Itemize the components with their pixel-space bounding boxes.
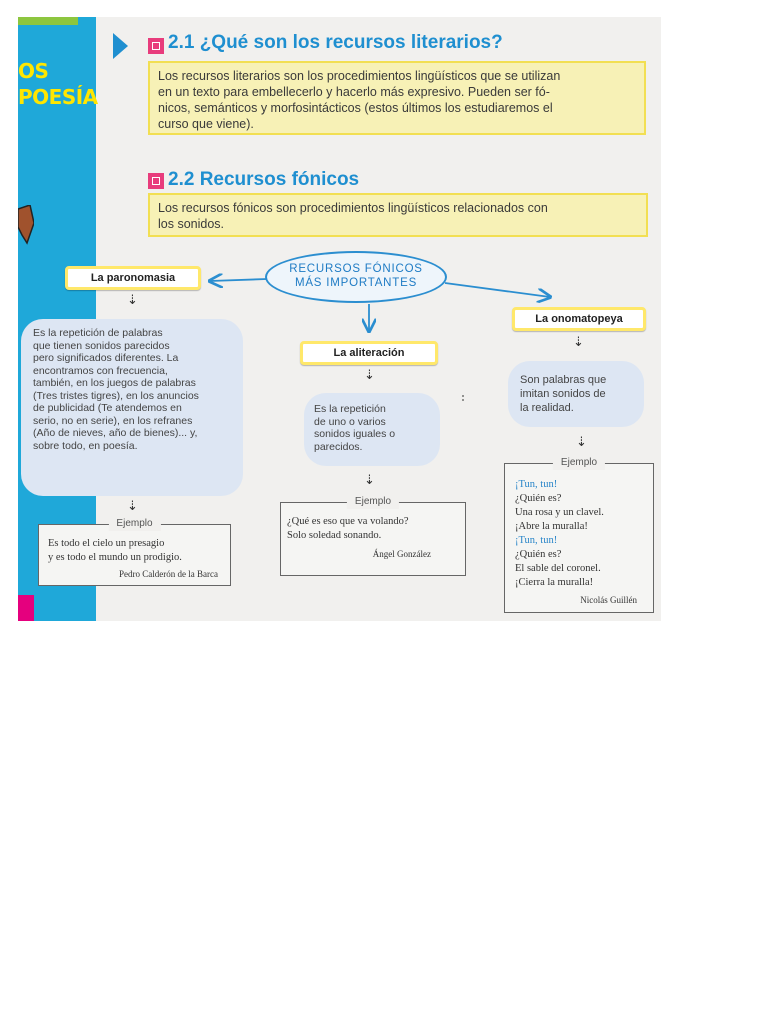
paronomasia-description (21, 319, 243, 496)
paronomasia-label: La paronomasia (65, 266, 201, 290)
central-line-2: MÁS IMPORTANTES (294, 277, 418, 289)
sidebar-title-line1: OS (18, 59, 49, 83)
description-line: pero significados diferentes. La (33, 352, 179, 364)
example-line: El sable del coronel. (515, 563, 601, 574)
section-1-heading: 2.1 ¿Qué son los recursos literarios? (168, 32, 503, 53)
description-line: la realidad. (520, 402, 574, 414)
description-line: de publicidad (Te atendemos en (33, 402, 182, 414)
description-line: sobre todo, en poesía. (33, 439, 138, 452)
example-line: ¿Quién es? (515, 549, 562, 560)
aliteracion-description (304, 393, 440, 466)
description-line: (Tres tristes tigres), en los anuncios (33, 389, 199, 402)
down-arrow-icon: ⇣ (573, 334, 584, 349)
description-line: que tienen sonidos parecidos (33, 339, 170, 352)
description-line: Son palabras que (520, 374, 607, 386)
definition-line: en un texto para embellecerlo y hacerlo más expresivo. Pueden ser fó- (158, 85, 550, 99)
definition-line: los sonidos. (158, 217, 225, 231)
description-line: Es la repetición de palabras (33, 327, 163, 339)
down-arrow-icon: ⇣ (576, 434, 587, 449)
example-label: Ejemplo (108, 517, 160, 531)
down-arrow-icon: ⇣ (364, 472, 375, 487)
example-line: y es todo el mundo un prodigio. (48, 552, 182, 563)
example-author: Ángel González (372, 549, 431, 559)
description-line: Es la repetición (314, 403, 386, 415)
example-line: ¿Quién es? (515, 493, 562, 504)
definition-text: Los recursos literarios son los procedimientos lingüísticos que se utilizan (158, 69, 561, 83)
sidebar-title-line2: POESÍA (18, 85, 98, 109)
definition-line: nicos, semánticos y morfosintácticos (estos últimos los estudiaremos el (158, 101, 553, 115)
paronomasia-example (38, 518, 231, 586)
example-line: ¡Cierra la muralla! (515, 577, 594, 588)
example-author: Pedro Calderón de la Barca (119, 569, 218, 579)
definition-line: Los recursos fónicos son procedimientos lingüísticos relacionados con (158, 201, 548, 215)
example-line: Una rosa y un clavel. (515, 507, 604, 518)
description-line: parecidos. (314, 440, 363, 453)
textbook-page-photo (18, 17, 661, 621)
example-line: ¿Qué es eso que va volando? (287, 516, 409, 527)
description-line: (Año de nieves, año de bienes)... y, (33, 427, 198, 439)
definition-line: curso que viene). (158, 117, 254, 131)
description-line: serio, no en serie), en los refranes (33, 414, 193, 427)
aliteracion-example (280, 496, 466, 576)
example-line: Solo soledad sonando. (287, 530, 382, 541)
description-line: encontramos con frecuencia, (33, 364, 168, 377)
onomatopeya-label: La onomatopeya (512, 307, 646, 331)
aliteracion-label: La aliteración (300, 341, 438, 365)
description-line: imitan sonidos de (520, 388, 606, 400)
description-line: también, en los juegos de palabras (33, 377, 196, 389)
description-line: de uno o varios (314, 415, 386, 428)
example-line: ¡Abre la muralla! (515, 521, 588, 532)
example-label: Ejemplo (347, 495, 399, 509)
example-label: Ejemplo (553, 456, 605, 470)
example-line: ¡Tun, tun! (515, 535, 558, 546)
description-line: sonidos iguales o (314, 428, 396, 440)
example-author: Nicolás Guillén (580, 595, 637, 605)
example-line: ¡Tun, tun! (515, 479, 558, 490)
down-arrow-icon: ⇣ (127, 498, 138, 513)
down-arrow-icon: ⇣ (127, 292, 138, 307)
down-arrow-icon: ⇣ (364, 367, 375, 382)
section-2-heading: 2.2 Recursos fónicos (168, 169, 360, 190)
central-concept-node (265, 251, 447, 303)
central-line-1: RECURSOS FÓNICOS (289, 263, 423, 275)
onomatopeya-description (508, 361, 644, 427)
onomatopeya-example (504, 457, 654, 613)
example-line: Es todo el cielo un presagio (48, 538, 165, 549)
